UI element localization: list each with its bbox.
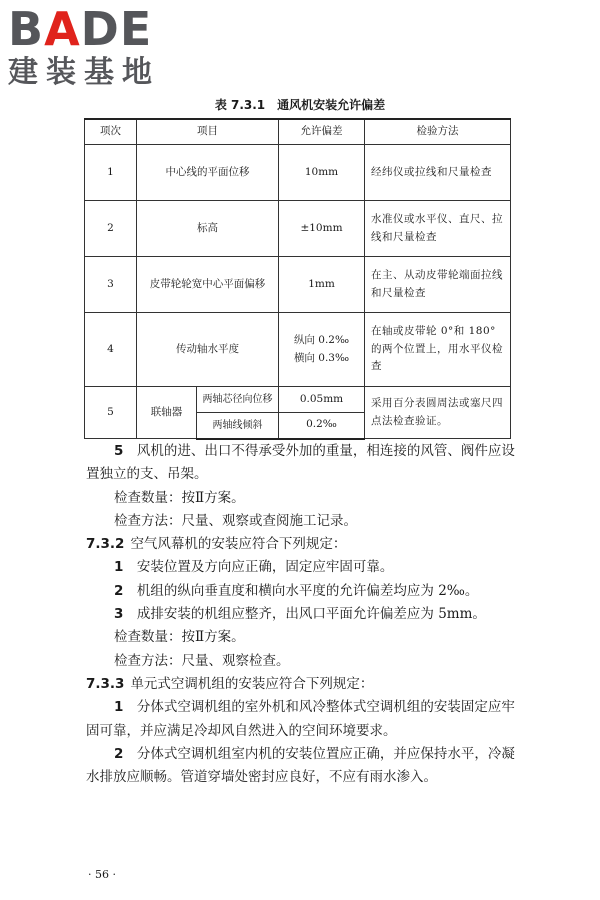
header-tolerance: 允许偏差 xyxy=(279,119,365,145)
paragraph: 检查数量：按Ⅱ方案。 xyxy=(114,629,245,646)
row-tolerance: ±10mm xyxy=(279,201,365,257)
clause-heading: 7.3.2 空气风幕机的安装应符合下列规定： xyxy=(86,536,347,553)
logo-wordmark: BADE xyxy=(8,2,153,56)
row-subitem: 两轴线倾斜 xyxy=(197,413,279,439)
row-no: 5 xyxy=(85,387,137,439)
paragraph: 2 机组的纵向垂直度和横向水平度的允许偏差均应为 2‰。 xyxy=(114,582,479,599)
row-no: 4 xyxy=(85,313,137,387)
row-item: 皮带轮轮宽中心平面偏移 xyxy=(137,257,279,313)
table-row xyxy=(85,201,511,257)
page-number: · 56 · xyxy=(88,868,116,881)
row-tolerance: 0.05mm xyxy=(279,387,365,413)
paragraph: 5 风机的进、出口不得承受外加的重量，相连接的风管、阀件应设置独立的支、吊架。 xyxy=(86,443,515,483)
row-item: 联轴器 xyxy=(137,387,197,439)
paragraph: 检查方法：尺量、观察检查。 xyxy=(114,652,290,669)
body-text xyxy=(86,440,516,789)
header-item-no: 项次 xyxy=(85,119,137,145)
row-no: 1 xyxy=(85,145,137,201)
header-item: 项目 xyxy=(137,119,279,145)
table-row xyxy=(85,387,511,413)
paragraph: 3 成排安装的机组应整齐，出风口平面允许偏差应为 5mm。 xyxy=(114,606,486,623)
row-no: 2 xyxy=(85,201,137,257)
tolerance-table xyxy=(84,118,511,440)
header-method: 检验方法 xyxy=(365,119,511,145)
table-header-row xyxy=(85,119,511,145)
row-no: 3 xyxy=(85,257,137,313)
paragraph: 1 安装位置及方向应正确，固定应牢固可靠。 xyxy=(114,559,394,576)
row-subitem: 两轴芯径向位移 xyxy=(197,387,279,413)
table-title: 表 7.3.1 通风机安装允许偏差 xyxy=(214,98,386,112)
logo-subtitle: 建装基地 xyxy=(8,55,160,90)
table-row xyxy=(85,313,511,387)
paragraph: 2 分体式空调机组室内机的安装位置应正确，并应保持水平，冷凝水排放应顺畅。管道穿墙处密封应良好，不应有雨水渗入。 xyxy=(86,745,515,786)
row-item: 标高 xyxy=(137,201,279,257)
clause-heading: 7.3.3 单元式空调机组的安装应符合下列规定： xyxy=(86,675,374,692)
paragraph: 检查数量：按Ⅱ方案。 xyxy=(114,489,245,506)
row-tolerance: 纵向 0.2‰ 横向 0.3‰ xyxy=(279,313,365,387)
row-method: 水准仪或水平仪、直尺、拉线和尺量检查 xyxy=(365,201,511,257)
paragraph: 检查方法：尺量、观察或查阅施工记录。 xyxy=(114,512,357,529)
row-tolerance: 1mm xyxy=(279,257,365,313)
table-row xyxy=(85,257,511,313)
row-method: 在轴或皮带轮 0°和 180°的两个位置上，用水平仪检查 xyxy=(365,313,511,387)
row-tolerance: 0.2‰ xyxy=(279,413,365,439)
row-item: 传动轴水平度 xyxy=(137,313,279,387)
row-method: 在主、从动皮带轮端面拉线和尺量检查 xyxy=(365,257,511,313)
logo xyxy=(8,2,160,90)
row-item: 中心线的平面位移 xyxy=(137,145,279,201)
row-method: 采用百分表圆周法或塞尺四点法检查验证。 xyxy=(365,387,511,439)
row-tolerance: 10mm xyxy=(279,145,365,201)
table-row xyxy=(85,145,511,201)
paragraph: 1 分体式空调机组的室外机和风冷整体式空调机组的安装固定应牢固可靠，并应满足冷却风自然进入的空间环境要求。 xyxy=(86,699,515,739)
row-method: 经纬仪或拉线和尺量检查 xyxy=(365,145,511,201)
